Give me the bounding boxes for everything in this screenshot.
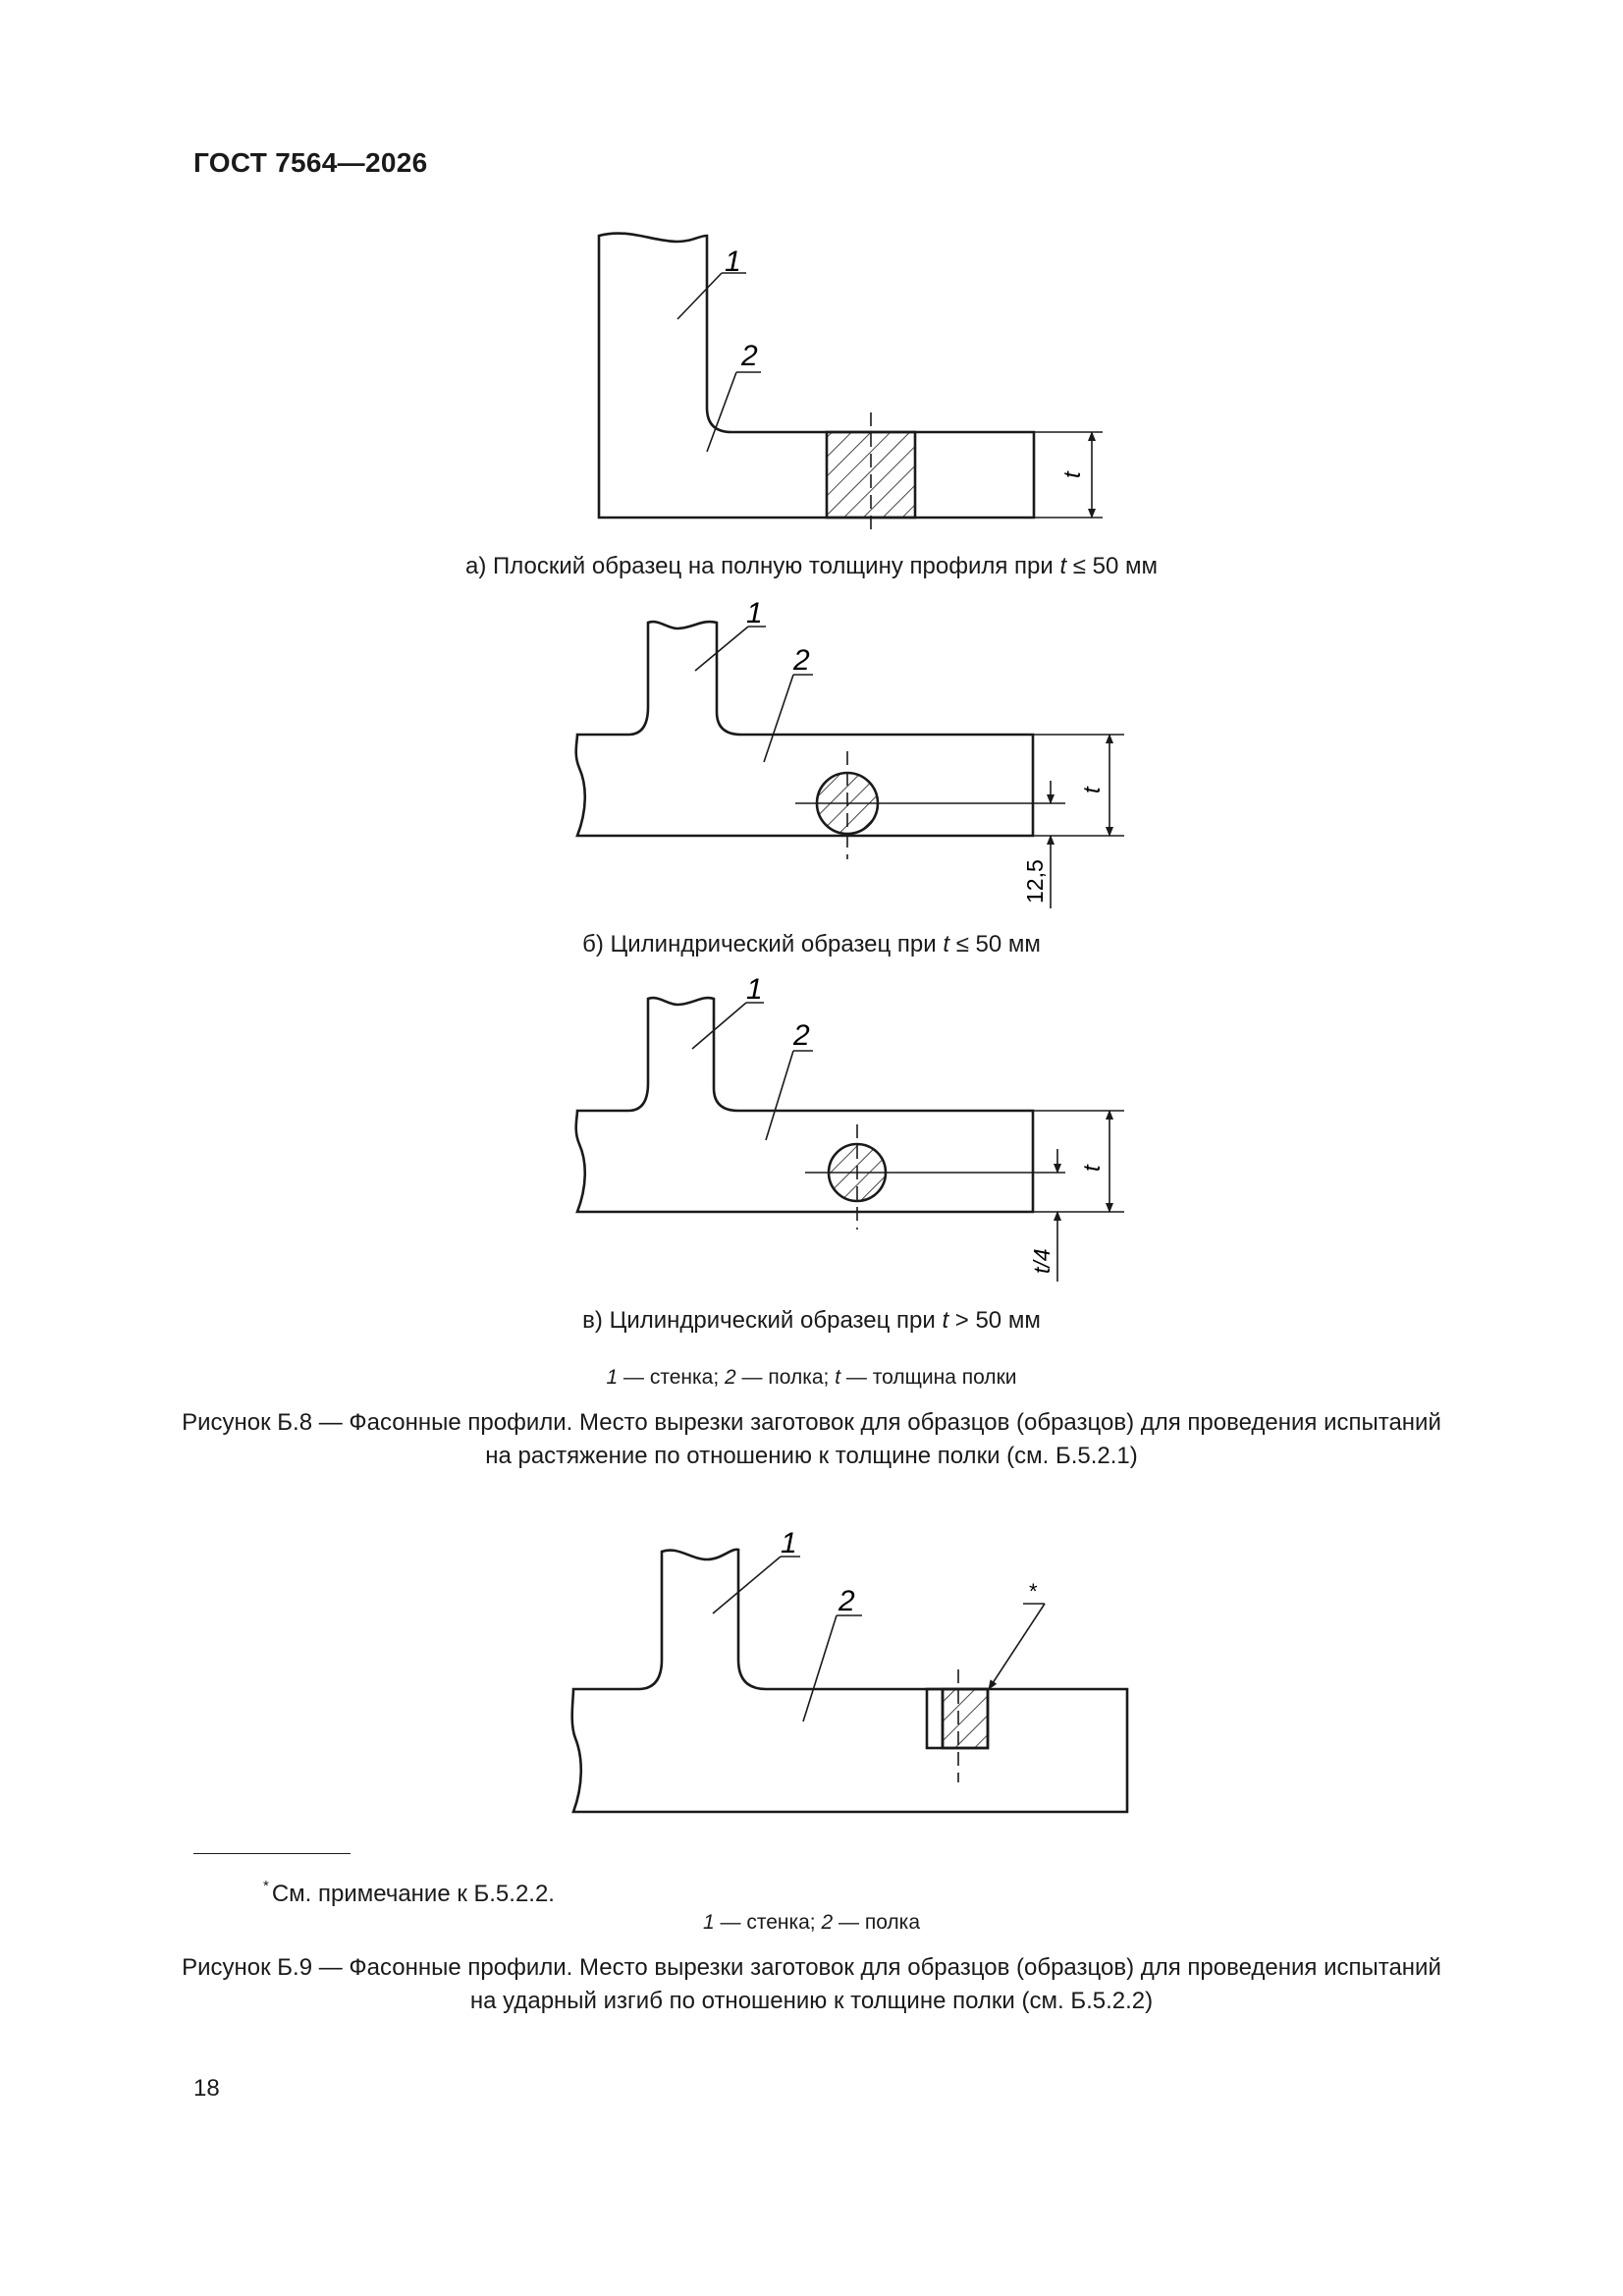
drawing-d-callout-2: 2 bbox=[839, 1585, 855, 1617]
drawing-c-dim-offset: t/4 bbox=[1029, 1248, 1055, 1274]
drawing-c bbox=[576, 998, 1124, 1282]
footnote-separator bbox=[193, 1853, 351, 1854]
page-number: 18 bbox=[193, 2075, 220, 2102]
drawing-b-dim-offset: 12,5 bbox=[1022, 859, 1048, 903]
footnote: * См. примечание к Б.5.2.2. bbox=[263, 1878, 555, 1907]
drawing-a bbox=[599, 234, 1103, 530]
caption-b: б) Цилиндрический образец при t ≤ 50 мм bbox=[582, 931, 1041, 957]
drawing-a-callout-2: 2 bbox=[741, 340, 758, 372]
figure-b9-title: Рисунок Б.9 — Фасонные профили. Место вырезки заготовок для образцов (образцов) для проведения испытаний на ударный изгиб по отношению к толщине полки (см. Б.5.2.2) bbox=[182, 1954, 1441, 2014]
impact-specimen-hatch bbox=[943, 1689, 988, 1748]
drawing-c-dim-t: t bbox=[1079, 1165, 1106, 1172]
figure-b9-legend: 1 — стенка; 2 — полка bbox=[702, 1911, 921, 1934]
caption-c: в) Цилиндрический образец при t > 50 мм bbox=[582, 1307, 1041, 1334]
drawing-b-callout-1: 1 bbox=[746, 597, 763, 629]
drawing-b-callout-2: 2 bbox=[793, 644, 810, 677]
drawing-a-callout-1: 1 bbox=[725, 246, 741, 278]
drawing-d-callout-1: 1 bbox=[781, 1527, 797, 1559]
document-header: ГОСТ 7564—2026 bbox=[193, 147, 428, 178]
figure-b8-title: Рисунок Б.8 — Фасонные профили. Место вырезки заготовок для образцов (образцов) для проведения испытаний на растяжение по отношению к толщине полки (см. Б.5.2.1) bbox=[182, 1409, 1441, 1469]
drawing-c-callout-1: 1 bbox=[746, 973, 763, 1006]
drawing-b-dim-t: t bbox=[1079, 787, 1106, 793]
drawing-c-callout-2: 2 bbox=[793, 1019, 810, 1052]
caption-a: а) Плоский образец на полную толщину профиля при t ≤ 50 мм bbox=[465, 553, 1158, 579]
drawing-a-dim-t: t bbox=[1059, 471, 1086, 478]
drawing-d-callout-star: * bbox=[1029, 1579, 1038, 1604]
figure-b8-legend: 1 — стенка; 2 — полка; t — толщина полки bbox=[606, 1366, 1017, 1389]
